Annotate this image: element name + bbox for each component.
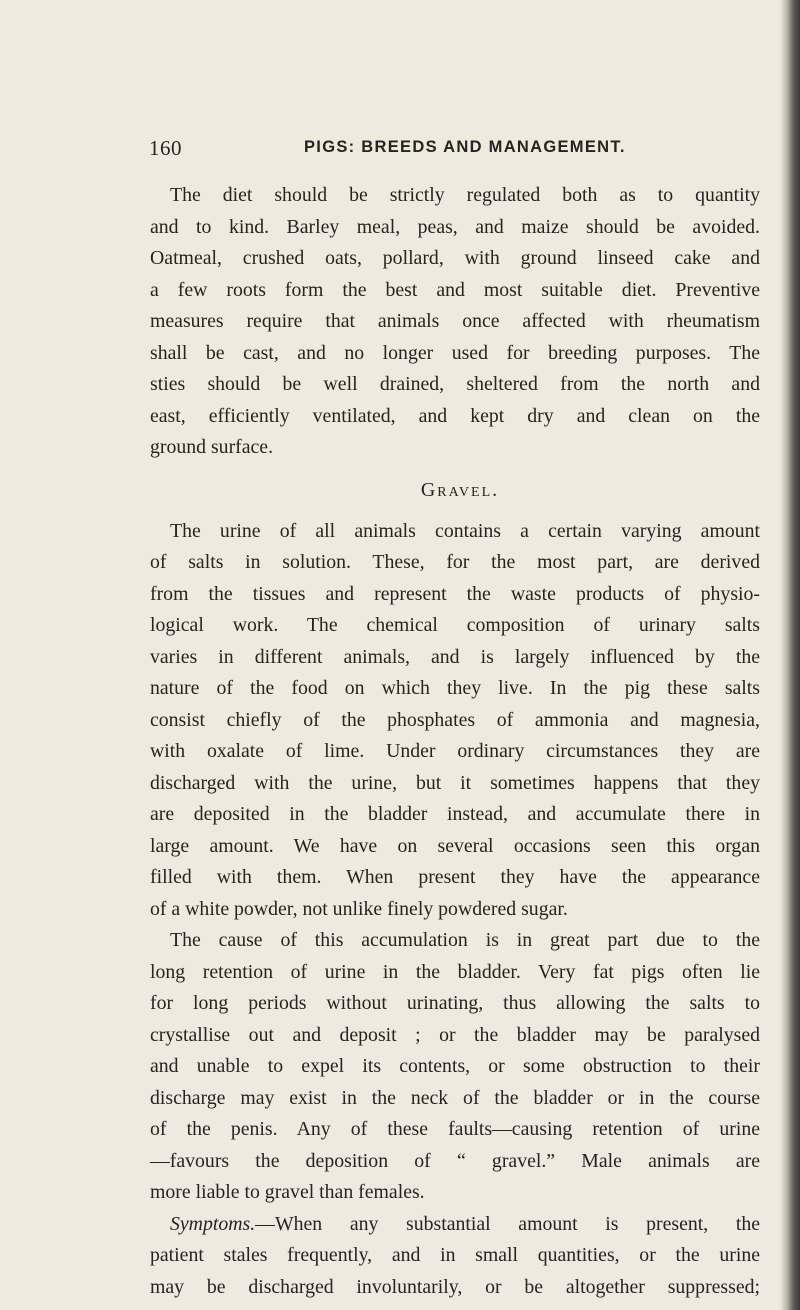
text-line: crystallise out and deposit ; or the bladder may be paralysed bbox=[150, 1023, 760, 1046]
paragraph-gravel-cause bbox=[150, 925, 760, 1209]
text-line: The urine of all animals contains a certain varying amount bbox=[170, 519, 760, 542]
text-line: with oxalate of lime. Under ordinary circumstances they are bbox=[150, 740, 760, 762]
paragraph-rheumatism-diet bbox=[150, 180, 760, 464]
text-line: varies in different animals, and is largely influenced by the bbox=[150, 645, 760, 668]
text-line: Oatmeal, crushed oats, pollard, with ground linseed cake and bbox=[150, 247, 760, 269]
page-number: 160 bbox=[149, 136, 182, 160]
text-line: are deposited in the bladder instead, and accumulate there in bbox=[150, 803, 760, 825]
text-line: nature of the food on which they live. In the pig these salts bbox=[150, 677, 760, 699]
text-line: consist chiefly of the phosphates of ammonia and magnesia, bbox=[150, 708, 760, 731]
text-line: and unable to expel its contents, or some obstruction to their bbox=[150, 1055, 760, 1077]
paragraph-symptoms bbox=[150, 1209, 760, 1304]
text-line bbox=[150, 1209, 760, 1241]
text-line: The diet should be strictly regulated both as to quantity bbox=[170, 184, 760, 206]
text-line: discharged with the urine, but it sometimes happens that they bbox=[150, 771, 760, 794]
text-line: for long periods without urinating, thus allowing the salts to bbox=[150, 992, 760, 1014]
text-line: from the tissues and represent the waste products of physio- bbox=[150, 582, 760, 605]
text-line: measures require that animals once affected with rheumatism bbox=[150, 310, 760, 332]
text-line: east, efficiently ventilated, and kept dry and clean on the bbox=[150, 404, 760, 427]
text-line: and to kind. Barley meal, peas, and maize should be avoided. bbox=[150, 215, 760, 238]
text-line: filled with them. When present they have the appearance bbox=[150, 866, 760, 888]
symptoms-text: —When any substantial amount is present, the bbox=[255, 1212, 760, 1235]
text-line: of salts in solution. These, for the most part, are derived bbox=[150, 551, 760, 573]
paragraph-urine-salts bbox=[150, 516, 760, 926]
section-heading-gravel: Gravel. bbox=[420, 478, 500, 501]
text-line: patient stales frequently, and in small quantities, or the urine bbox=[150, 1244, 760, 1266]
text-line: of a white powder, not unlike finely powdered sugar. bbox=[150, 897, 568, 920]
text-line: —favours the deposition of “ gravel.” Male animals are bbox=[150, 1149, 760, 1172]
text-line: a few roots form the best and most suitable diet. Preventive bbox=[150, 278, 760, 301]
text-line: sties should be well drained, sheltered from the north and bbox=[150, 373, 760, 395]
page-header bbox=[149, 136, 769, 164]
text-line: ground surface. bbox=[150, 436, 274, 458]
page-edge-shadow bbox=[780, 0, 800, 1310]
text-line: logical work. The chemical composition of urinary salts bbox=[150, 614, 760, 636]
text-line: The cause of this accumulation is in great part due to the bbox=[170, 929, 760, 951]
text-line: may be discharged involuntarily, or be altogether suppressed; bbox=[150, 1275, 760, 1298]
text-line: shall be cast, and no longer used for breeding purposes. The bbox=[150, 341, 760, 364]
text-line: long retention of urine in the bladder. Very fat pigs often lie bbox=[150, 960, 760, 983]
running-head: PIGS: BREEDS AND MANAGEMENT. bbox=[304, 138, 626, 156]
text-line: discharge may exist in the neck of the bladder or in the course bbox=[150, 1086, 760, 1109]
text-line: of the penis. Any of these faults—causing retention of urine bbox=[150, 1118, 760, 1140]
body-text bbox=[150, 180, 760, 1303]
text-line: large amount. We have on several occasions seen this organ bbox=[150, 834, 760, 857]
text-line: more liable to gravel than females. bbox=[150, 1181, 425, 1203]
symptoms-label: Symptoms. bbox=[170, 1212, 256, 1235]
